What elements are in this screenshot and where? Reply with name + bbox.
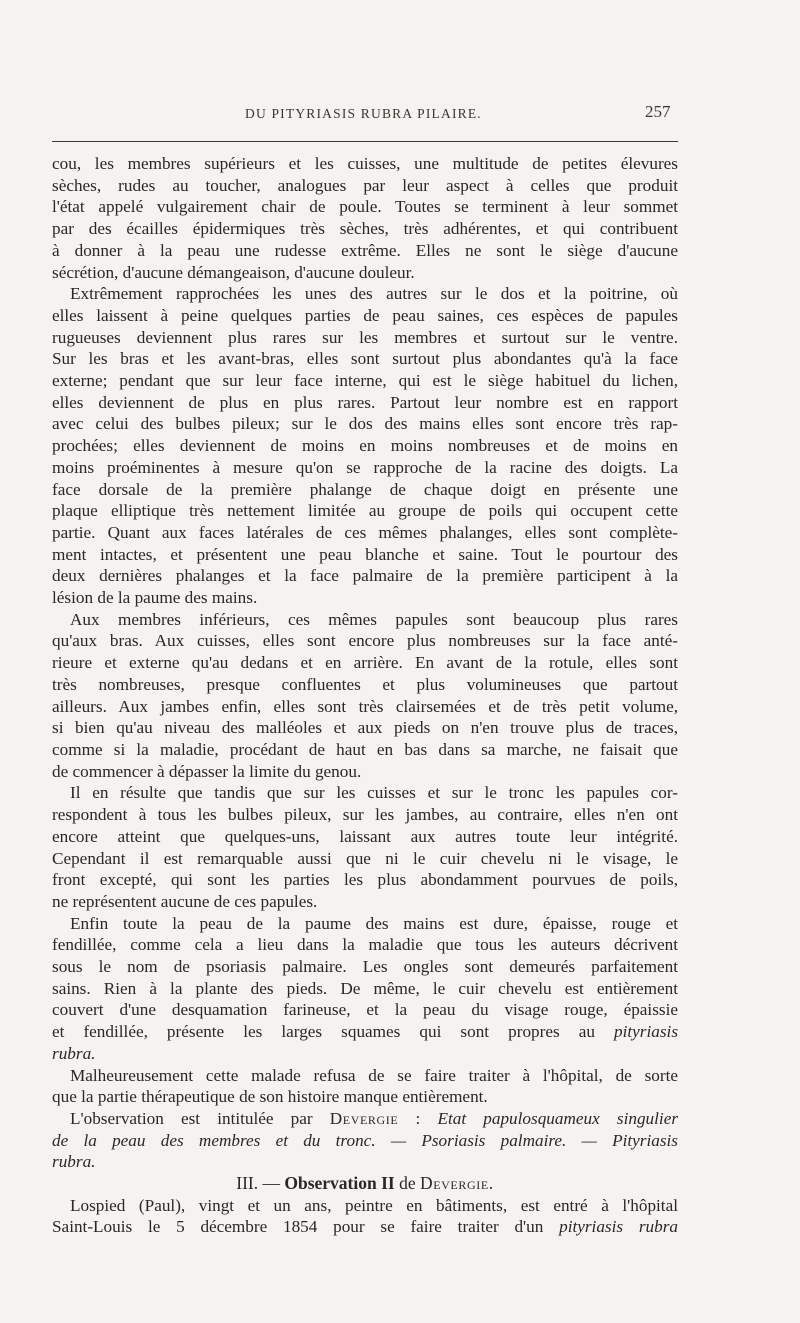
text-line: Malheureusement cette malade refusa de se faire traiter à l'hôpital, de sorte xyxy=(70,1065,678,1085)
text-line: très nombreuses, presque confluentes et plus volumineuses que partout xyxy=(52,674,678,694)
section-heading: III. — Observation II de Devergie. xyxy=(236,1173,494,1194)
text-line: Lospied (Paul), vingt et un ans, peintre en bâtiments, est entré à l'hôpital xyxy=(70,1195,678,1215)
text-line: de commencer à dépasser la limite du genou. xyxy=(52,761,362,781)
text-line: rugueuses deviennent plus rares sur les membres et surtout sur le ventre. xyxy=(52,327,678,347)
text-line: front excepté, qui sont les parties les plus abondamment pourvues de poils, xyxy=(52,870,678,890)
text-line: Saint-Louis le 5 décembre 1854 pour se faire traiter d'un pityriasis rubra xyxy=(52,1217,678,1237)
text-line: et fendillée, présente les larges squames qui sont propres au pityriasis xyxy=(52,1022,679,1042)
text-line: qu'aux bras. Aux cuisses, elles sont encore plus nombreuses sur la face anté- xyxy=(52,631,678,651)
text-line: si bien qu'au niveau des malléoles et aux pieds on n'en trouve plus de traces, xyxy=(52,718,678,738)
italic-term: pityriasis xyxy=(614,1022,679,1042)
text-line: sous le nom de psoriasis palmaire. Les ongles sont demeurés parfaitement xyxy=(52,957,678,977)
text-line: fendillée, comme cela a lieu dans la maladie que tous les auteurs décrivent xyxy=(52,935,678,955)
running-title: DU PITYRIASIS RUBRA PILAIRE. xyxy=(245,106,482,121)
text-line: Il en résulte que tandis que sur les cuisses et sur le tronc les papules cor- xyxy=(70,783,678,803)
text-line: partie. Quant aux faces latérales de ces mêmes phalanges, elles sont complète- xyxy=(52,522,678,542)
text-line: ment intactes, et présentent une peau blanche et saine. Tout le pourtour des xyxy=(52,544,678,564)
header-rule xyxy=(52,141,678,142)
text-line: Aux membres inférieurs, ces mêmes papules sont beaucoup plus rares xyxy=(70,609,678,629)
text-line: ne représentent aucune de ces papules. xyxy=(52,891,318,911)
italic-term: pityriasis rubra xyxy=(559,1217,678,1237)
text-line: couvert d'une desquamation farineuse, et la peau du visage rouge, épaissie xyxy=(52,1000,678,1020)
text-line: face dorsale de la première phalange de chaque doigt en présente une xyxy=(52,479,678,499)
text-line: rubra. xyxy=(52,1043,96,1063)
text-line: Enfin toute la peau de la paume des mains est dure, épaisse, rouge et xyxy=(70,913,678,933)
text-line: de la peau des membres et du tronc. — Psoriasis palmaire. — Pityriasis xyxy=(52,1130,678,1150)
text-line: externe; pendant que sur leur face interne, qui est le siège habituel du lichen, xyxy=(52,371,678,391)
text-line: comme si la maladie, procédant de haut en bas dans sa marche, ne faisait que xyxy=(52,739,678,759)
text-line: Sur les bras et les avant-bras, elles sont surtout plus abondantes qu'à la face xyxy=(52,349,678,369)
text-line: avec celui des bulbes pileux; sur le dos des mains elles sont encore très rap- xyxy=(52,414,678,434)
text-line: L'observation est intitulée par Devergie : Etat papulosquameux singulier xyxy=(70,1108,679,1128)
text-line: ailleurs. Aux jambes enfin, elles sont très clairsemées et de très petit volume, xyxy=(52,696,678,716)
text-line: Cependant il est remarquable aussi que ni le cuir chevelu ni le visage, le xyxy=(52,848,678,868)
text-line: lésion de la paume des mains. xyxy=(52,588,258,608)
text-line: sèches, rudes au toucher, analogues par leur aspect à celles que produit xyxy=(52,175,678,195)
text-line: l'état appelé vulgairement chair de poule. Toutes se terminent à leur sommet xyxy=(52,197,678,217)
body-text xyxy=(52,153,678,1238)
text-line: moins proéminentes à mesure qu'on se rapproche de la racine des doigts. La xyxy=(52,457,678,477)
text-line: à donner à la peau une rudesse extrême. Elles ne sont le siège d'aucune xyxy=(52,240,678,260)
text-line: plaque elliptique très nettement limitée au groupe de poils qui occupent cette xyxy=(52,501,678,521)
text-line: encore atteint que quelques-uns, laissant aux autres toute leur intégrité. xyxy=(52,826,678,846)
text-line: par des écailles épidermiques très sèches, très adhérentes, et qui contribuent xyxy=(52,219,678,239)
author-name: Devergie xyxy=(329,1108,399,1128)
text-line: cou, les membres supérieurs et les cuisses, une multitude de petites élevures xyxy=(52,154,678,173)
text-line: prochées; elles deviennent de moins en moins nombreuses et de moins en xyxy=(52,436,678,456)
text-line: respondent à tous les bulbes pileux, sur les jambes, au contraire, elles n'en ont xyxy=(52,805,678,825)
text-line: que la partie thérapeutique de son histoire manque entièrement. xyxy=(52,1087,488,1107)
text-line: elles deviennent de plus en plus rares. Partout leur nombre est en rapport xyxy=(52,392,678,412)
text-line: sécrétion, d'aucune démangeaison, d'aucune douleur. xyxy=(52,262,415,282)
text-line: sains. Rien à la plante des pieds. De même, le cuir chevelu est entièrement xyxy=(52,978,678,998)
text-line: elles laissent à peine quelques parties de peau saines, ces espèces de papules xyxy=(52,305,678,325)
page-number: 257 xyxy=(645,102,671,121)
text-line: rieure et externe qu'au dedans et en arrière. En avant de la rotule, elles sont xyxy=(52,653,678,673)
text-line: rubra. xyxy=(52,1152,96,1172)
text-line: Extrêmement rapprochées les unes des autres sur le dos et la poitrine, où xyxy=(70,284,678,304)
text-line: deux dernières phalanges et la face palmaire de la première participent à la xyxy=(52,566,678,586)
